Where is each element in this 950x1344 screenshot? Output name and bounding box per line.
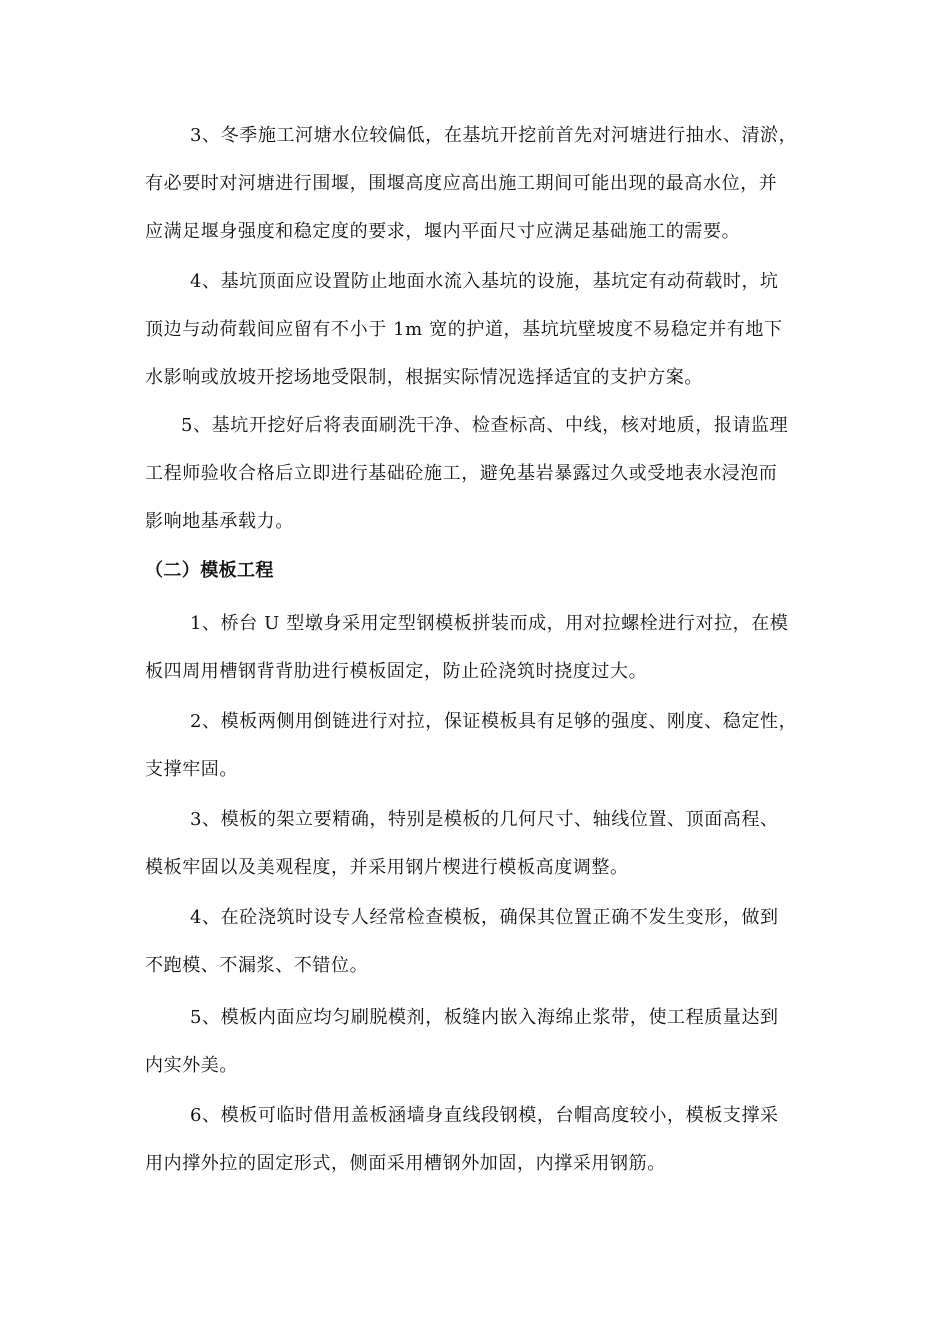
- text-line: 影响地基承载力。: [145, 511, 294, 532]
- text-line: 6、模板可临时借用盖板涵墙身直线段钢模，台帽高度较小，模板支撑采: [190, 1105, 779, 1126]
- text-line: 用内撑外拉的固定形式，侧面采用槽钢外加固，内撑采用钢筋。: [145, 1153, 666, 1174]
- text-line: 内实外美。: [145, 1055, 238, 1076]
- text-line: 3、冬季施工河塘水位较偏低，在基坑开挖前首先对河塘进行抽水、清淤，: [190, 125, 798, 146]
- text-line: 应满足堰身强度和稳定度的要求，堰内平面尺寸应满足基础施工的需要。: [145, 221, 741, 242]
- text-line: 有必要时对河塘进行围堰，围堰高度应高出施工期间可能出现的最高水位，并: [145, 173, 778, 194]
- text-line: 水影响或放坡开挖场地受限制，根据实际情况选择适宜的支护方案。: [145, 367, 703, 388]
- text-line: 2、模板两侧用倒链进行对拉，保证模板具有足够的强度、刚度、稳定性，: [190, 711, 798, 732]
- text-line: 模板牢固以及美观程度，并采用钢片楔进行模板高度调整。: [145, 857, 629, 878]
- text-line: 支撑牢固。: [145, 759, 238, 780]
- text-line: 4、在砼浇筑时设专人经常检查模板，确保其位置正确不发生变形，做到: [190, 907, 779, 928]
- text-line: 1、桥台 U 型墩身采用定型钢模板拼装而成，用对拉螺栓进行对拉，在模: [190, 613, 789, 634]
- text-line: 3、模板的架立要精确，特别是模板的几何尺寸、轴线位置、顶面高程、: [190, 809, 779, 830]
- text-line: 5、基坑开挖好后将表面刷洗干净、检查标高、中线，核对地质，报请监理: [181, 415, 789, 436]
- text-line: 5、模板内面应均匀刷脱模剂，板缝内嵌入海绵止浆带，使工程质量达到: [190, 1007, 779, 1028]
- text-line: 板四周用槽钢背背肋进行模板固定，防止砼浇筑时挠度过大。: [145, 661, 648, 682]
- text-line: 4、基坑顶面应设置防止地面水流入基坑的设施，基坑定有动荷载时，坑: [190, 271, 779, 292]
- section-heading: （二）模板工程: [145, 560, 274, 581]
- text-line: 工程师验收合格后立即进行基础砼施工，避免基岩暴露过久或受地表水浸泡而: [145, 463, 778, 484]
- text-line: 不跑模、不漏浆、不错位。: [145, 955, 369, 976]
- text-line: 顶边与动荷载间应留有不小于 1m 宽的护道，基坑坑壁坡度不易稳定并有地下: [145, 319, 783, 340]
